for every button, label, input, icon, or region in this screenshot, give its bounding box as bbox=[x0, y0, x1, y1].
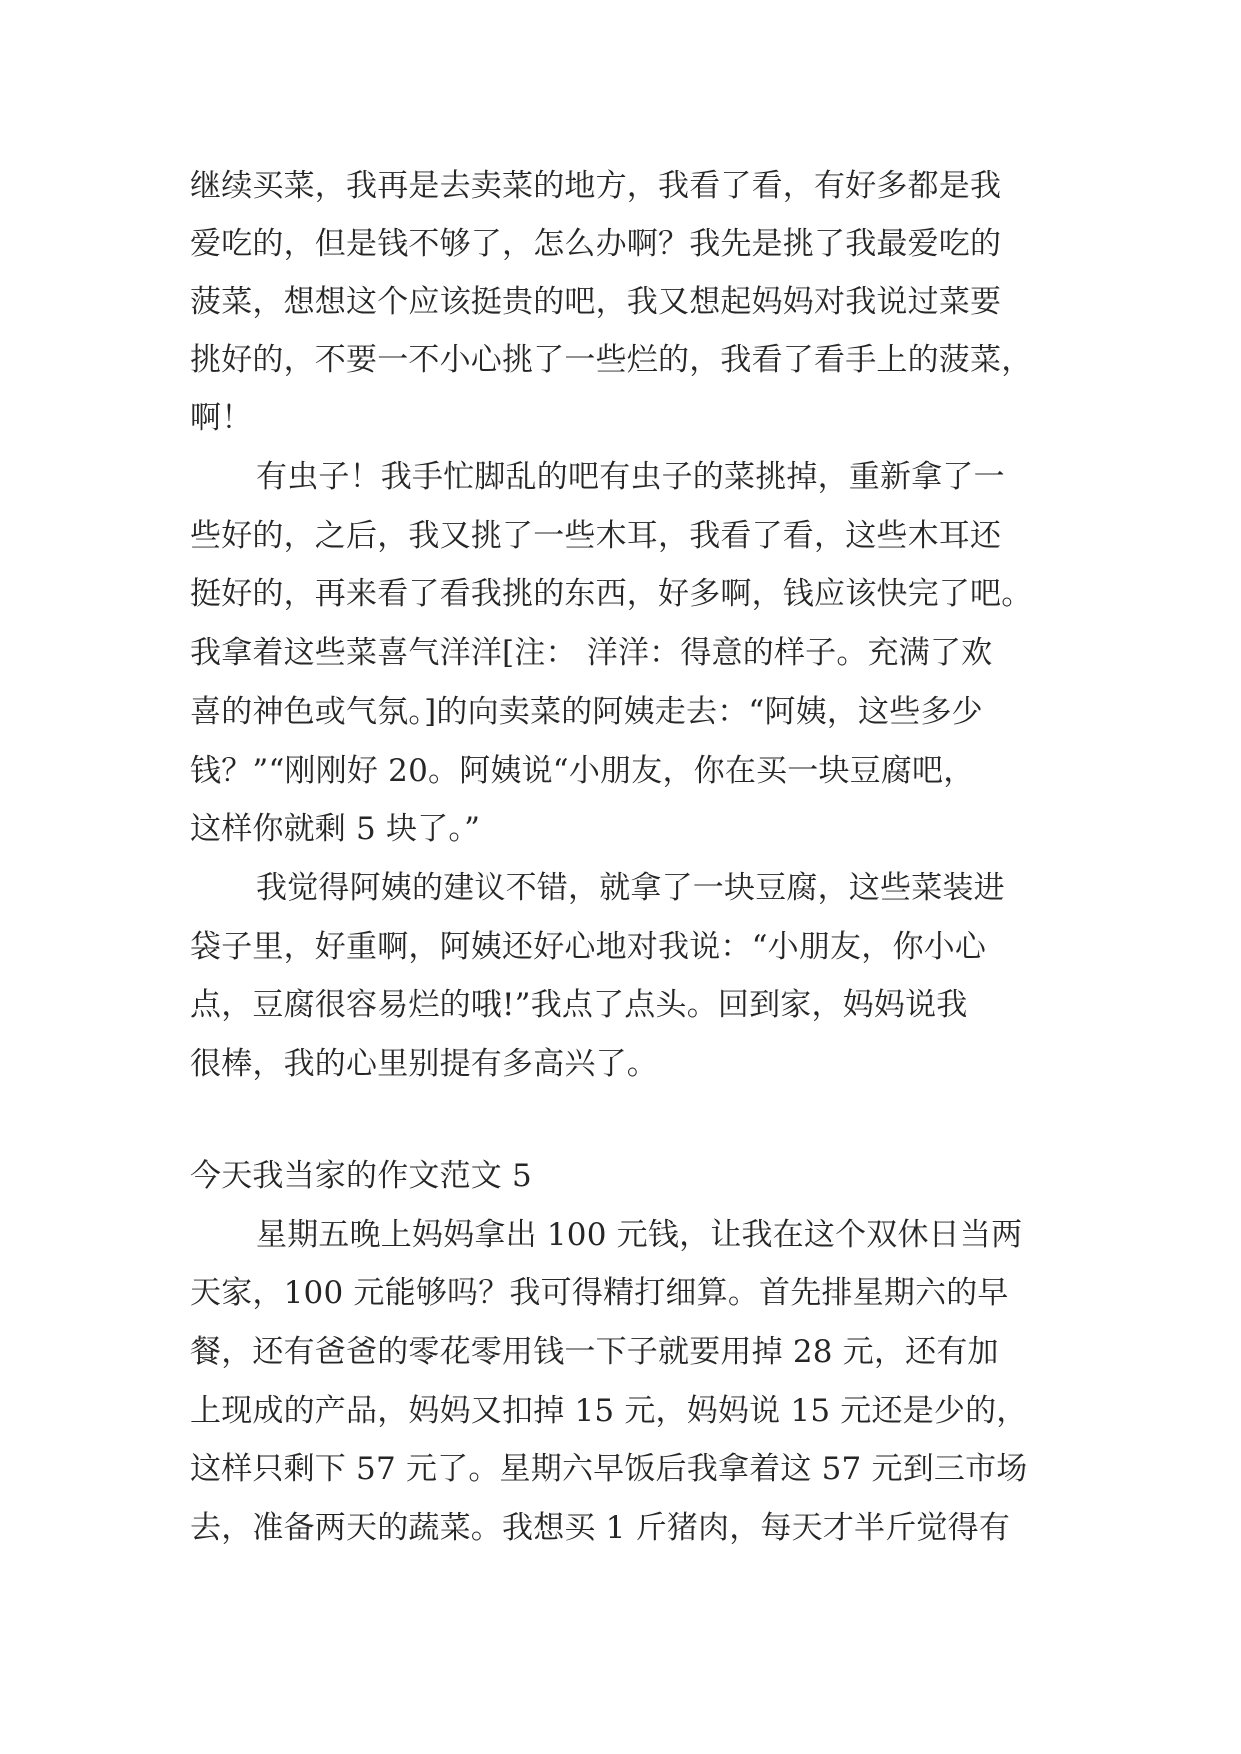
text-line: 餐，还有爸爸的零花零用钱一下子就要用掉 28 元，还有加 bbox=[190, 1334, 999, 1370]
text-line: 这样你就剩 5 块了。” bbox=[190, 811, 481, 847]
text-line: 挺好的，再来看了看我挑的东西，好多啊，钱应该快完了吧。 bbox=[190, 576, 1033, 612]
text-line: 喜的神色或气氛。]的向卖菜的阿姨走去：“阿姨，这些多少 bbox=[190, 694, 983, 730]
text-line: 点，豆腐很容易烂的哦!”我点了点头。回到家，妈妈说我 bbox=[190, 987, 968, 1023]
text-line: 天家，100 元能够吗？我可得精打细算。首先排星期六的早 bbox=[190, 1275, 1009, 1311]
text-line: 这样只剩下 57 元了。星期六早饭后我拿着这 57 元到三市场 bbox=[190, 1451, 1028, 1487]
text-line: 菠菜，想想这个应该挺贵的吧，我又想起妈妈对我说过菜要 bbox=[190, 284, 1002, 320]
paragraph-first-line: 星期五晚上妈妈拿出 100 元钱，让我在这个双休日当两 bbox=[256, 1217, 1023, 1253]
text-line: 爱吃的，但是钱不够了，怎么办啊？我先是挑了我最爱吃的 bbox=[190, 226, 1002, 262]
text-line: 袋子里，好重啊，阿姨还好心地对我说：“小朋友，你小心 bbox=[190, 929, 987, 965]
paragraph-first-line: 有虫子！我手忙脚乱的吧有虫子的菜挑掉，重新拿了一 bbox=[256, 459, 1005, 495]
text-line: 挑好的，不要一不小心挑了一些烂的，我看了看手上的菠菜， bbox=[190, 342, 1033, 378]
text-line: 上现成的产品，妈妈又扣掉 15 元，妈妈说 15 元还是少的， bbox=[190, 1393, 1028, 1429]
text-line: 些好的，之后，我又挑了一些木耳，我看了看，这些木耳还 bbox=[190, 518, 1002, 554]
text-line: 继续买菜，我再是去卖菜的地方，我看了看，有好多都是我 bbox=[190, 168, 1002, 204]
text-line: 去，准备两天的蔬菜。我想买 1 斤猪肉，每天才半斤觉得有 bbox=[190, 1510, 1011, 1546]
section-heading: 今天我当家的作文范文 5 bbox=[190, 1158, 532, 1194]
text-line: 很棒，我的心里别提有多高兴了。 bbox=[190, 1046, 658, 1082]
text-line: 钱？”“刚刚好 20。阿姨说“小朋友，你在买一块豆腐吧， bbox=[190, 753, 975, 789]
paragraph-first-line: 我觉得阿姨的建议不错，就拿了一块豆腐，这些菜装进 bbox=[256, 870, 1005, 906]
text-line: 我拿着这些菜喜气洋洋[注： 洋洋：得意的样子。充满了欢 bbox=[190, 635, 993, 671]
text-line: 啊！ bbox=[190, 400, 253, 436]
